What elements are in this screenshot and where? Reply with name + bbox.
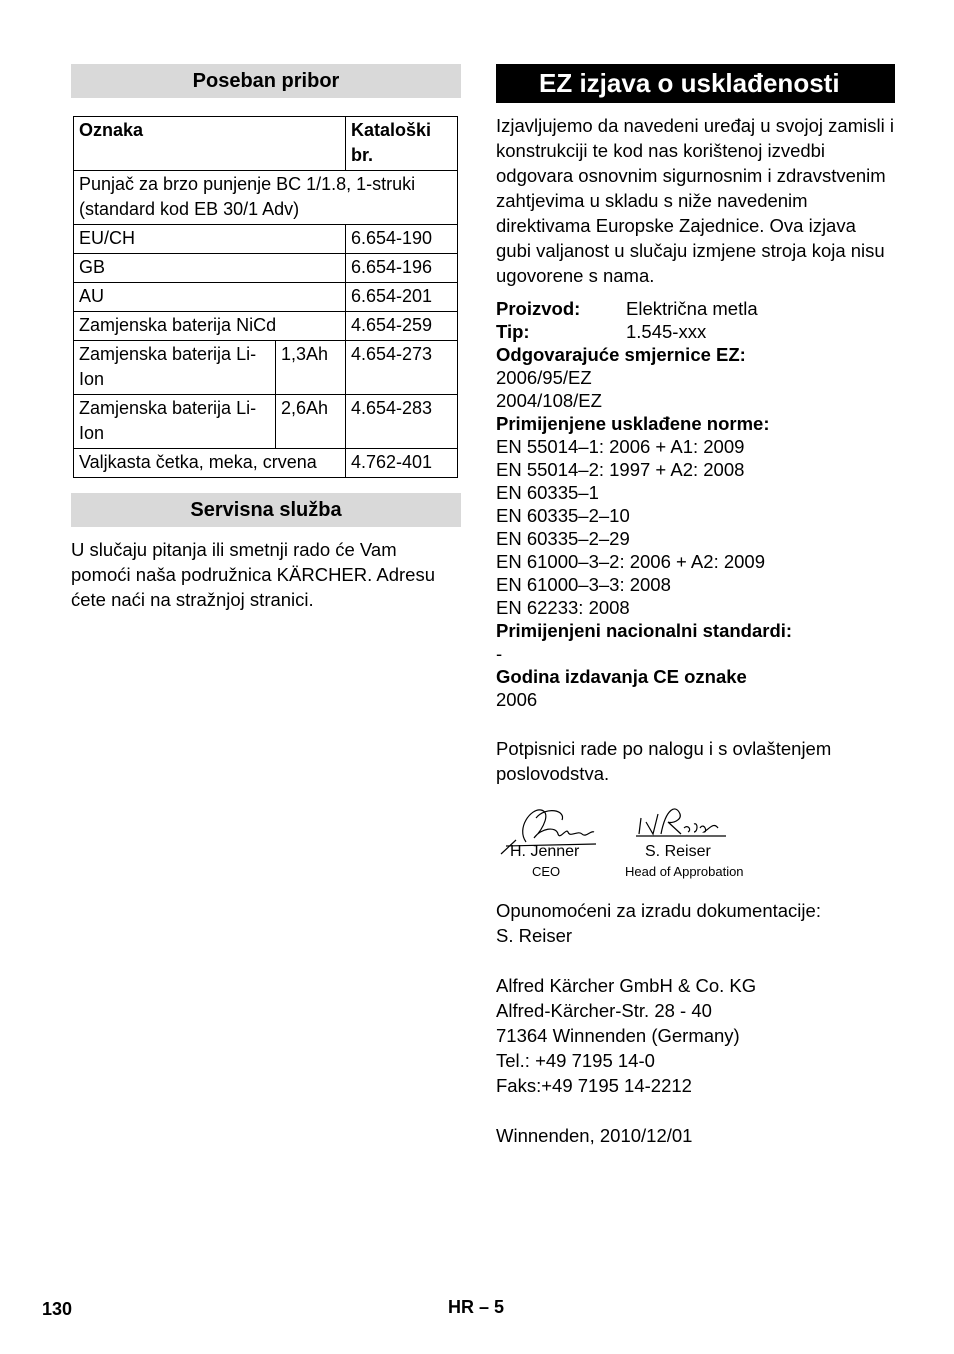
item-catalog: 6.654-196 — [346, 254, 458, 283]
language-code: HR — [448, 1297, 474, 1317]
accessories-table — [73, 116, 458, 478]
norm-item: EN 60335–1 — [496, 482, 599, 503]
signer2-role: Head of Approbation — [625, 864, 744, 879]
norm-item: EN 55014–1: 2006 + A1: 2009 — [496, 436, 745, 457]
norm-item: EN 60335–2–29 — [496, 528, 630, 549]
item-name: GB — [74, 254, 346, 283]
right-column — [496, 64, 895, 1148]
declaration-title: EZ izjava o usklađenosti — [496, 64, 895, 103]
section-number: – 5 — [479, 1297, 505, 1317]
page-number: 130 — [42, 1299, 73, 1319]
footer-label — [448, 1297, 504, 1318]
item-name: Valjkasta četka, meka, crvena — [74, 449, 346, 478]
ce-year-label: Godina izdavanja CE oznake — [496, 666, 747, 687]
national-standards-label: Primijenjeni nacionalni standardi: — [496, 620, 793, 641]
signer1-role: CEO — [532, 864, 561, 879]
accessories-heading: Poseban pribor — [71, 64, 461, 98]
table-row — [74, 341, 458, 395]
item-name: AU — [74, 283, 346, 312]
address-line: Alfred Kärcher GmbH & Co. KG — [496, 975, 757, 996]
national-standards-value: - — [496, 643, 503, 664]
item-catalog: 4.654-283 — [346, 395, 458, 449]
norm-item: EN 61000–3–3: 2008 — [496, 574, 671, 595]
table-row — [74, 225, 458, 254]
directive-item: 2004/108/EZ — [496, 390, 602, 411]
table-group-row — [74, 171, 458, 225]
table-row — [74, 395, 458, 449]
authorized-label: Opunomoćeni za izradu dokumentacije: — [496, 900, 821, 921]
type-row — [496, 320, 895, 343]
address-line: Faks:+49 7195 14-2212 — [496, 1075, 692, 1096]
charger-description: Punjač za brzo punjenje BC 1/1.8, 1-struki (standard kod EB 30/1 Adv) — [74, 171, 458, 225]
item-name: Zamjenska baterija Li-Ion — [74, 395, 276, 449]
type-value: 1.545-xxx — [626, 321, 707, 342]
norm-item: EN 60335–2–10 — [496, 505, 630, 526]
item-catalog: 6.654-201 — [346, 283, 458, 312]
service-text: U slučaju pitanja ili smetnji rado će Vam pomoći naša podružnica KÄRCHER. Adresu ćete naći na stražnjoj stranici. — [71, 539, 436, 610]
directive-item: 2006/95/EZ — [496, 367, 592, 388]
place-date: Winnenden, 2010/12/01 — [496, 1125, 693, 1146]
norm-item: EN 55014–2: 1997 + A2: 2008 — [496, 459, 745, 480]
item-name: EU/CH — [74, 225, 346, 254]
signer1-name: H. Jenner — [510, 843, 580, 860]
company-address — [496, 973, 895, 1098]
item-catalog: 4.654-273 — [346, 341, 458, 395]
item-catalog: 6.654-190 — [346, 225, 458, 254]
authorized-name: S. Reiser — [496, 925, 573, 946]
reiser-signature — [636, 809, 726, 836]
item-catalog: 4.762-401 — [346, 449, 458, 478]
product-row — [496, 297, 895, 320]
service-heading: Servisna služba — [71, 493, 461, 527]
table-row — [74, 312, 458, 341]
signature-block — [496, 798, 895, 898]
left-column — [71, 64, 461, 612]
table-header-row — [74, 117, 458, 171]
product-details — [496, 297, 895, 711]
item-name: Zamjenska baterija NiCd — [74, 312, 346, 341]
table-row — [74, 449, 458, 478]
item-name: Zamjenska baterija Li-Ion — [74, 341, 276, 395]
address-line: 71364 Winnenden (Germany) — [496, 1025, 740, 1046]
norm-item: EN 62233: 2008 — [496, 597, 630, 618]
directives-label: Odgovarajuće smjernice EZ: — [496, 344, 746, 365]
header-name: Oznaka — [74, 117, 346, 171]
norm-item: EN 61000–3–2: 2006 + A2: 2009 — [496, 551, 765, 572]
norms-label: Primijenjene usklađene norme: — [496, 413, 770, 434]
declaration-intro: Izjavljujemo da navedeni uređaj u svojoj zamisli i konstrukciji te kod nas korištenoj izvedbi odgovara osnovnim sigurnosnim i zdravstvenim zahtjevima u skladu s niže navedenim direktivama Europske Zajednice. Ova izjava gubi valjanost u slučaju izmjene stroja koja nisu ugovorene s nama. — [496, 115, 894, 286]
product-label: Proizvod: — [496, 298, 581, 319]
signatories-text: Potpisnici rade po nalogu i s ovlaštenjem poslovodstva. — [496, 738, 832, 784]
address-line: Tel.: +49 7195 14-0 — [496, 1050, 655, 1071]
table-row — [74, 254, 458, 283]
item-capacity: 2,6Ah — [276, 395, 346, 449]
item-capacity: 1,3Ah — [276, 341, 346, 395]
header-catalog: Kataloški br. — [346, 117, 458, 171]
ce-year-value: 2006 — [496, 689, 538, 710]
table-row — [74, 283, 458, 312]
type-label: Tip: — [496, 321, 530, 342]
product-value: Električna metla — [626, 298, 758, 319]
authorized-block — [496, 898, 895, 948]
item-catalog: 4.654-259 — [346, 312, 458, 341]
address-line: Alfred-Kärcher-Str. 28 - 40 — [496, 1000, 712, 1021]
signer2-name: S. Reiser — [645, 843, 711, 860]
